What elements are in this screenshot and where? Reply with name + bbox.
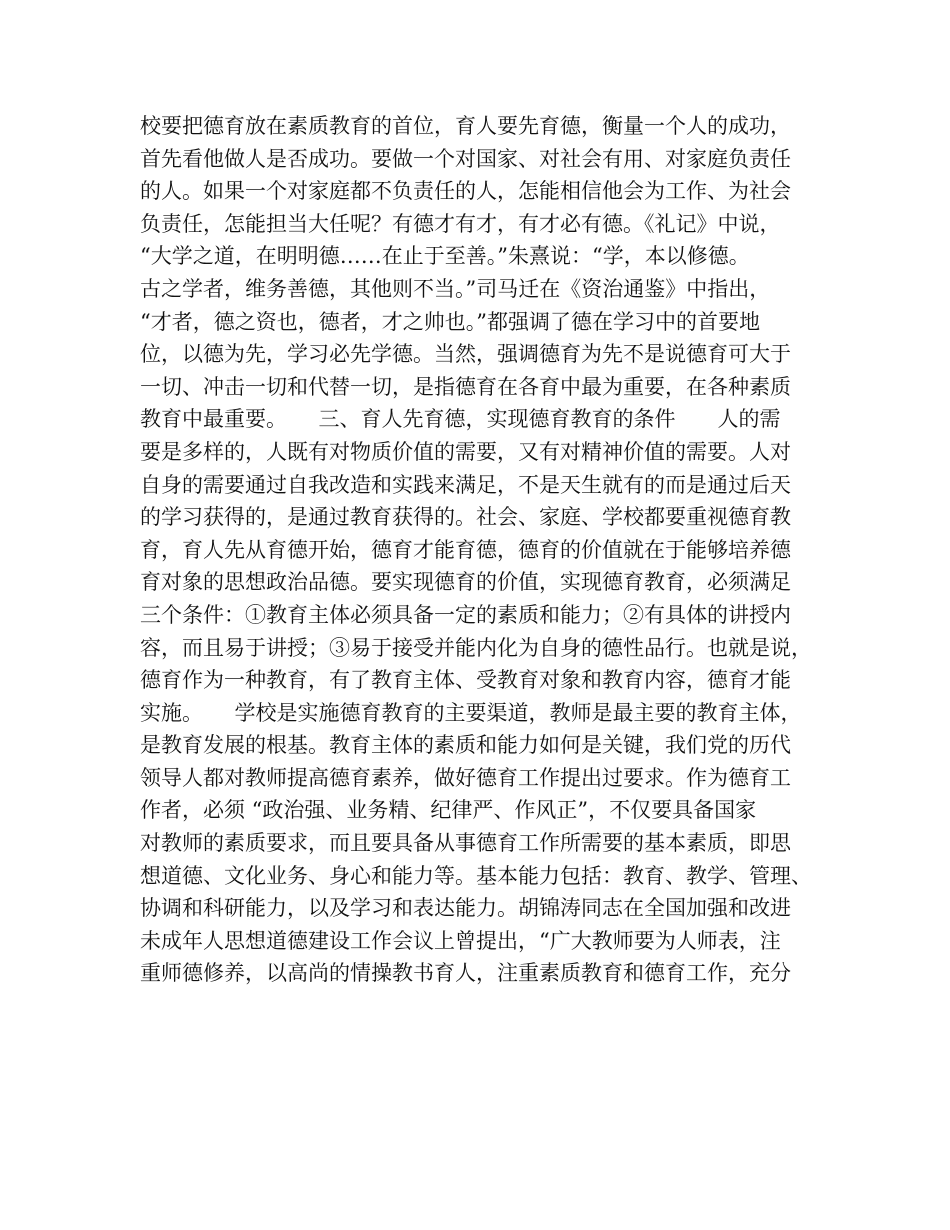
text-line: 是教育发展的根基。教育主体的素质和能力如何是关键，我们党的历代 [140,733,791,758]
text-line: 的人。如果一个对家庭都不负责任的人，怎能相信他会为工作、为社会 [140,179,791,204]
text-line: 对教师的素质要求，而且要具备从事德育工作所需要的基本素质，即思 [140,831,791,856]
text-line: 三个条件：①教育主体必须具备一定的素质和能力；②有具体的讲授内 [140,602,791,627]
text-line: 的学习获得的，是通过教育获得的。社会、家庭、学校都要重视德育教 [140,505,791,530]
text-line: 未成年人思想道德建设工作会议上曾提出，“广大教师要为人师表，注 [140,928,781,953]
text-line: 作者，必须 “政治强、业务精、纪律严、作风正”，不仅要具备国家 [140,798,757,823]
text-line: “才者，德之资也，德者，才之帅也。”都强调了德在学习中的首要地 [140,309,760,334]
text-line: 一切、冲击一切和代替一切，是指德育在各育中最为重要，在各种素质 [140,374,791,399]
text-line: 德育作为一种教育，有了教育主体、受教育对象和教育内容，德育才能 [140,668,791,693]
text-line: 首先看他做人是否成功。要做一个对国家、对社会有用、对家庭负责任 [140,146,791,171]
body-text [140,110,830,990]
text-line: 重师德修养，以高尚的情操教书育人，注重素质教育和德育工作，充分 [140,961,791,986]
text-line: 协调和科研能力，以及学习和表达能力。胡锦涛同志在全国加强和改进 [140,896,791,921]
text-line: 负责任，怎能担当大任呢？有德才有才，有才必有德。《礼记》中说， [140,211,781,236]
text-line: 古之学者，维务善德，其他则不当。”司马迁在《资治通鉴》中指出， [140,276,771,301]
text-line: 育对象的思想政治品德。要实现德育的价值，实现德育教育，必须满足 [140,570,791,595]
text-line: 要是多样的，人既有对物质价值的需要，又有对精神价值的需要。人对 [140,439,791,464]
text-line: 领导人都对教师提高德育素养，做好德育工作提出过要求。作为德育工 [140,765,791,790]
text-line: 校要把德育放在素质教育的首位，育人要先育德，衡量一个人的成功， [140,114,791,138]
text-line: 自身的需要通过自我改造和实践来满足，不是天生就有的而是通过后天 [140,472,791,497]
text-line: 容，而且易于讲授；③易于接受并能内化为自身的德性品行。也就是说， [140,635,812,660]
text-line: “大学之道，在明明德……在止于至善。”朱熹说：“学，本以修德。 [140,244,750,269]
text-line: 想道德、文化业务、身心和能力等。基本能力包括：教育、教学、管理、 [140,863,812,888]
text-line: 位，以德为先，学习必先学德。当然，强调德育为先不是说德育可大于 [140,342,791,367]
text-line: 育，育人先从育德开始，德育才能育德，德育的价值就在于能够培养德 [140,537,791,562]
text-line: 教育中最重要。 三、育人先育德，实现德育教育的条件 人的需 [140,407,781,432]
text-line: 实施。 学校是实施德育教育的主要渠道，教师是最主要的教育主体， [140,700,802,725]
